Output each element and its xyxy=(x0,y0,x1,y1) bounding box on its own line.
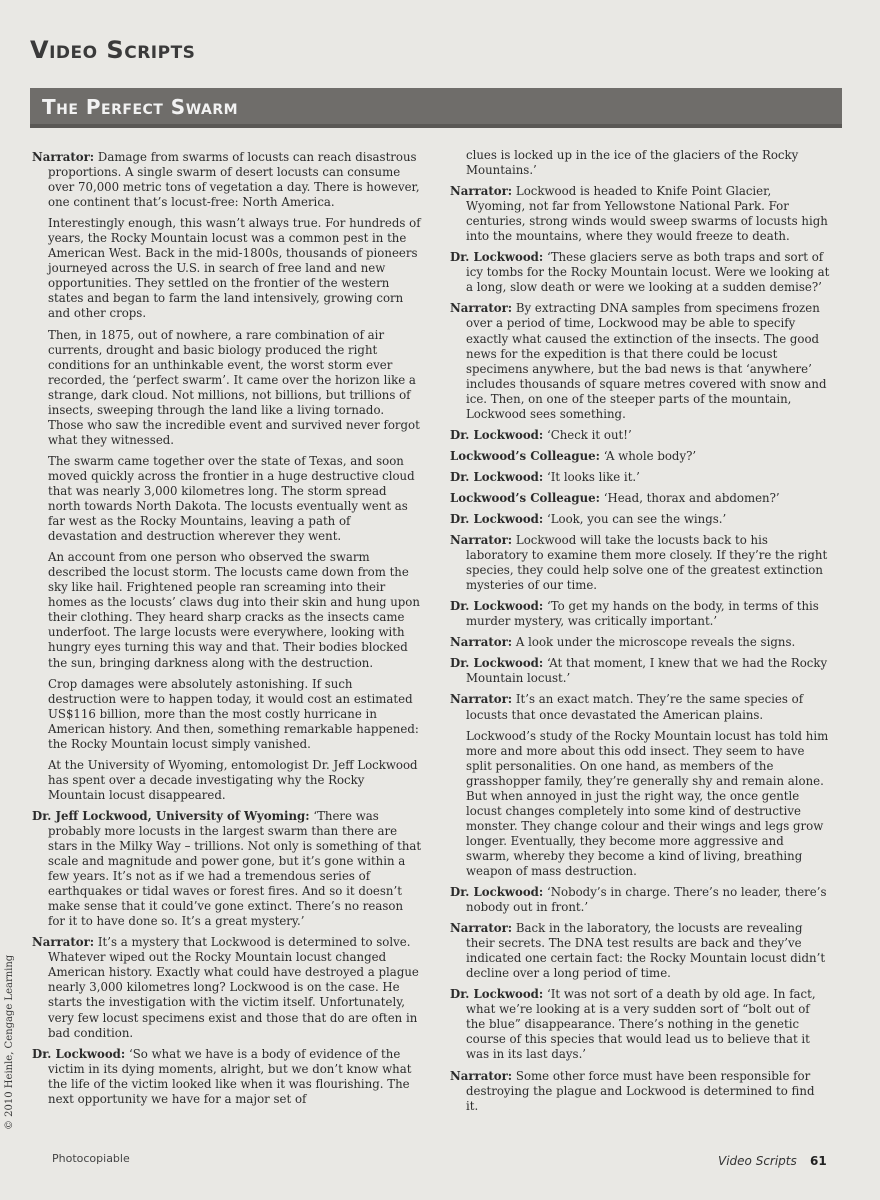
paragraph-text: Lockwood is headed to Knife Point Glacier, Wyoming, not far from Yellowstone National Park. For centuries, strong winds would sweep swarms of locusts high into the mountains, where they would freeze to death. xyxy=(466,184,828,244)
speaker-label: Dr. Lockwood: xyxy=(32,1046,126,1061)
speaker-label: Dr. Lockwood: xyxy=(450,885,544,900)
script-paragraph xyxy=(450,987,830,1062)
script-paragraph xyxy=(450,449,830,464)
paragraph-text: Crop damages were absolutely astonishing. If such destruction were to happen today, it would cost an estimated US$116 billion, more than the most costly hurricane in American history. And then, something remarkable happened: the Rocky Mountain locust simply vanished. xyxy=(48,676,419,751)
paragraph-text: ‘To get my hands on the body, in terms of this murder mystery, was critically important.’ xyxy=(466,599,819,629)
script-paragraph xyxy=(450,148,830,178)
speaker-label: Narrator: xyxy=(450,184,513,199)
paragraph-text: Then, in 1875, out of nowhere, a rare combination of air currents, drought and basic biology produced the right conditions for an unthinkable event, the worst storm ever recorded, the ‘perfect swarm’. It came over the horizon like a strange, dark cloud. Not millions, not billions, but trillions of insects, sweeping through the land like a living tornado. Those who saw the incredible event and survived never forgot what they witnessed. xyxy=(48,327,420,447)
speaker-label: Dr. Lockwood: xyxy=(450,427,544,442)
banner-title: The Perfect Swarm xyxy=(42,95,239,119)
script-paragraph xyxy=(32,454,422,544)
speaker-label: Narrator: xyxy=(450,692,513,707)
speaker-label: Narrator: xyxy=(32,935,95,950)
script-paragraph xyxy=(32,758,422,803)
paragraph-text: ‘These glaciers serve as both traps and sort of icy tombs for the Rocky Mountain locust. Were we looking at a long, slow death or were we looking at a sudden demise?’ xyxy=(466,250,830,295)
script-paragraph xyxy=(32,1047,422,1107)
speaker-label: Narrator: xyxy=(32,150,95,164)
speaker-label: Dr. Lockwood: xyxy=(450,987,544,1002)
speaker-label: Narrator: xyxy=(450,533,513,548)
script-paragraph xyxy=(32,809,422,929)
speaker-label: Narrator: xyxy=(450,921,513,936)
paragraph-text: ‘Head, thorax and abdomen?’ xyxy=(603,490,780,505)
paragraph-text: Interestingly enough, this wasn’t always true. For hundreds of years, the Rocky Mountain locust was a common pest in the American West. Back in the mid-1800s, thousands of pioneers journeyed across the U.S. in search of free land and new opportunities. They settled on the frontier of the western states and began to farm the land intensively, growing corn and other crops. xyxy=(48,216,421,321)
right-column xyxy=(450,148,830,1120)
speaker-label: Dr. Lockwood: xyxy=(450,250,544,265)
page-number: 61 xyxy=(810,1154,827,1168)
script-paragraph xyxy=(32,935,422,1040)
script-paragraph xyxy=(450,470,830,485)
section-title: Video Scripts xyxy=(30,36,196,64)
script-paragraph xyxy=(32,328,422,448)
paragraph-text: ‘At that moment, I knew that we had the Rocky Mountain locust.’ xyxy=(466,656,828,686)
speaker-label: Dr. Jeff Lockwood, University of Wyoming: xyxy=(32,808,310,823)
script-paragraph xyxy=(450,885,830,915)
script-paragraph xyxy=(450,491,830,506)
speaker-label: Dr. Lockwood: xyxy=(450,511,544,526)
paragraph-text: Back in the laboratory, the locusts are revealing their secrets. The DNA test results are back and they’ve indicated one certain fact: the Rocky Mountain locust didn’t decline over a long period of time. xyxy=(466,921,826,981)
title-banner xyxy=(30,88,842,128)
footer-section-name: Video Scripts xyxy=(718,1154,797,1168)
paragraph-text: ‘So what we have is a body of evidence of the victim in its dying moments, alright, but we don’t know what the life of the victim looked like when it was flourishing. The next opportunity we have for a major set of xyxy=(48,1046,412,1106)
speaker-label: Dr. Lockwood: xyxy=(450,469,544,484)
paragraph-text: It’s a mystery that Lockwood is determined to solve. Whatever wiped out the Rocky Mountain locust changed American history. Exactly what could have destroyed a plague nearly 3,000 kilometres long? Lockwood is on the case. He starts the investigation with the victim itself. Unfortunately, very few locust specimens exist and those that do are often in bad condition. xyxy=(48,935,419,1040)
paragraph-text: ‘Nobody’s in charge. There’s no leader, there’s nobody out in front.’ xyxy=(466,885,827,915)
speaker-label: Narrator: xyxy=(450,301,513,316)
paragraph-text: An account from one person who observed the swarm described the locust storm. The locusts came down from the sky like hail. Frightened people ran screaming into their homes as the locusts’ claws dug into their skin and hung upon their clothing. They heard sharp cracks as the insects came underfoot. The large locusts were everywhere, looking with hungry eyes turning this way and that. Their bodies blocked the sun, bringing darkness along with the destruction. xyxy=(48,550,420,670)
left-column xyxy=(32,150,422,1113)
script-paragraph xyxy=(450,250,830,295)
paragraph-text: ‘Look, you can see the wings.’ xyxy=(546,511,727,526)
script-paragraph xyxy=(450,428,830,443)
paragraph-text: Damage from swarms of locusts can reach disastrous proportions. A single swarm of desert locusts can consume over 70,000 metric tons of vegetation a day. There is however, one continent that’s locust-free: North America. xyxy=(48,150,420,210)
copyright-notice: © 2010 Heinle, Cengage Learning xyxy=(4,954,15,1130)
speaker-label: Narrator: xyxy=(450,1068,513,1083)
script-paragraph xyxy=(450,729,830,879)
script-paragraph xyxy=(450,921,830,981)
paragraph-text: ‘It was not sort of a death by old age. In fact, what we’re looking at is a very sudden sort of “bolt out of the blue” disappearance. There’s nothing in the genetic course of this species that would lead us to believe that it was in its last days.’ xyxy=(466,987,816,1062)
paragraph-text: A look under the microscope reveals the signs. xyxy=(515,635,796,650)
paragraph-text: ‘There was probably more locusts in the largest swarm than there are stars in the Milky Way – trillions. Not only is something of that scale and magnitude and power gone, but it’s gone within a few years. It’s not as if we had a tremendous series of earthquakes or tidal waves or forest fires. And so it doesn’t make sense that it could’ve gone extinct. There’s no reason for it to have done so. It’s a great mystery.’ xyxy=(48,808,422,929)
paragraph-text: Lockwood’s study of the Rocky Mountain locust has told him more and more about this odd insect. They seem to have split personalities. On one hand, as members of the grasshopper family, they’re generally shy and remain alone. But when annoyed in just the right way, the once gentle locust changes completely into some kind of destructive monster. They change colour and their wings and legs grow longer. Eventually, they become more aggressive and swarm, whereby they become a kind of living, breathing weapon of mass destruction. xyxy=(466,728,829,878)
paragraph-text: ‘Check it out!’ xyxy=(546,427,632,442)
paragraph-text: It’s an exact match. They’re the same species of locusts that once devastated the American plains. xyxy=(466,692,804,722)
script-paragraph xyxy=(450,512,830,527)
paragraph-text: By extracting DNA samples from specimens frozen over a period of time, Lockwood may be able to specify exactly what caused the extinction of the insects. The good news for the expedition is that there could be locust specimens anywhere, but the bad news is that ‘anywhere’ includes thousands of square metres covered with snow and ice. Then, on one of the steeper parts of the mountain, Lockwood sees something. xyxy=(466,301,827,421)
script-paragraph xyxy=(32,150,422,210)
paragraph-text: The swarm came together over the state of Texas, and soon moved quickly across the frontier in a huge destructive cloud that was nearly 3,000 kilometres long. The storm spread north towards North Dakota. The locusts eventually went as far west as the Rocky Mountains, leaving a path of devastation and destruction wherever they went. xyxy=(48,453,415,544)
paragraph-text: At the University of Wyoming, entomologist Dr. Jeff Lockwood has spent over a decade investigating why the Rocky Mountain locust disappeared. xyxy=(48,757,418,802)
script-paragraph xyxy=(32,677,422,752)
speaker-label: Narrator: xyxy=(450,635,513,650)
speaker-label: Lockwood’s Colleague: xyxy=(450,490,600,505)
script-paragraph xyxy=(450,656,830,686)
script-paragraph xyxy=(450,599,830,629)
script-paragraph xyxy=(450,692,830,722)
speaker-label: Dr. Lockwood: xyxy=(450,599,544,614)
script-paragraph xyxy=(450,184,830,244)
paragraph-text: ‘It looks like it.’ xyxy=(546,469,640,484)
footer-photocopiable: Photocopiable xyxy=(52,1152,130,1165)
script-paragraph xyxy=(450,533,830,593)
paragraph-text: Lockwood will take the locusts back to his laboratory to examine them more closely. If they’re the right species, they could help solve one of the greatest extinction mysteries of our time. xyxy=(466,533,828,593)
speaker-label: Dr. Lockwood: xyxy=(450,656,544,671)
script-paragraph xyxy=(450,1069,830,1114)
speaker-label: Lockwood’s Colleague: xyxy=(450,448,600,463)
paragraph-text: ‘A whole body?’ xyxy=(603,448,697,463)
script-paragraph xyxy=(450,301,830,421)
script-paragraph xyxy=(450,635,830,650)
script-paragraph xyxy=(32,216,422,321)
paragraph-text: clues is locked up in the ice of the glaciers of the Rocky Mountains.’ xyxy=(466,148,799,178)
script-paragraph xyxy=(32,550,422,670)
paragraph-text: Some other force must have been responsible for destroying the plague and Lockwood is determined to find it. xyxy=(466,1068,815,1113)
